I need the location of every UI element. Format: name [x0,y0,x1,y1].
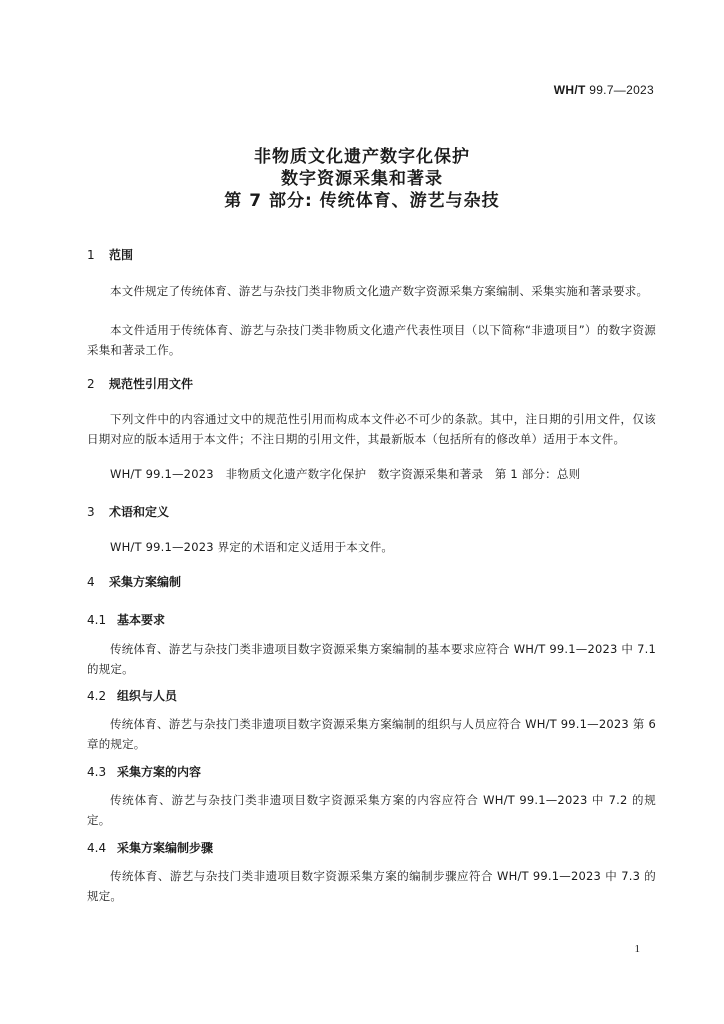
document-title-line-1: 非物质文化遗产数字化保护 [254,147,470,167]
section-4-4-number: 4.4 [87,841,107,855]
section-1-paragraph-1: 本文件规定了传统体育、游艺与杂技门类非物质文化遗产数字资源采集方案编制、采集实施和著录要求。 [110,284,649,298]
section-1-number: 1 [87,248,95,262]
section-1-title: 范围 [109,248,134,262]
section-2-number: 2 [87,377,95,391]
section-2-paragraph-1: 下列文件中的内容通过文中的规范性引用而构成本文件必不可少的条款。其中，注日期的引用文件，仅该日期对应的版本适用于本文件；不注日期的引用文件，其最新版本（包括所有的修改单）适用于本文件。 [87,412,656,446]
section-4-number: 4 [87,575,95,589]
section-4-1-heading [87,612,165,628]
section-3-title: 术语和定义 [109,505,170,519]
section-4-3-title: 采集方案的内容 [117,765,202,779]
section-4-3-paragraph: 传统体育、游艺与杂技门类非遗项目数字资源采集方案的内容应符合 WH/T 99.1—2023 中 7.2 的规定。 [87,793,656,827]
section-3-heading [87,504,169,520]
section-4-2-number: 4.2 [87,689,107,703]
normative-reference [110,465,592,485]
normative-reference-title: 非物质文化遗产数字化保护 数字资源采集和著录 第 1 部分：总则 [225,467,581,481]
section-4-1-number: 4.1 [87,613,107,627]
section-4-title: 采集方案编制 [109,575,182,589]
section-4-2-paragraph: 传统体育、游艺与杂技门类非遗项目数字资源采集方案编制的组织与人员应符合 WH/T 99.1—2023 第 6 章的规定。 [87,717,656,751]
document-title-line-3: 第 7 部分: 传统体育、游艺与杂技 [224,191,500,211]
normative-reference-code: WH/T 99.1—2023 [110,467,214,481]
section-4-3-heading [87,764,201,780]
document-code [554,83,654,97]
section-4-1-paragraph: 传统体育、游艺与杂技门类非遗项目数字资源采集方案编制的基本要求应符合 WH/T 99.1—2023 中 7.1 的规定。 [87,642,656,676]
section-4-2-title: 组织与人员 [117,689,178,703]
section-4-3-number: 4.3 [87,765,107,779]
section-3-paragraph-1: WH/T 99.1—2023 界定的术语和定义适用于本文件。 [110,540,394,554]
document-code-prefix: WH/T [553,83,586,97]
document-code-number: 99.7—2023 [589,83,654,97]
section-4-heading [87,574,181,590]
section-4-4-paragraph: 传统体育、游艺与杂技门类非遗项目数字资源采集方案的编制步骤应符合 WH/T 99.1—2023 中 7.3 的规定。 [87,869,656,903]
section-4-1-title: 基本要求 [117,613,166,627]
section-4-2-heading [87,688,177,704]
section-1-heading [87,247,133,263]
section-3-number: 3 [87,505,95,519]
section-2-heading [87,376,193,392]
section-4-4-title: 采集方案编制步骤 [117,841,214,855]
page-number: 1 [634,943,640,955]
section-1-paragraph-2: 本文件适用于传统体育、游艺与杂技门类非物质文化遗产代表性项目（以下简称“非遗项目”）的数字资源采集和著录工作。 [87,323,656,357]
section-2-title: 规范性引用文件 [109,377,194,391]
document-title-line-2: 数字资源采集和著录 [281,169,443,189]
section-4-4-heading [87,840,213,856]
